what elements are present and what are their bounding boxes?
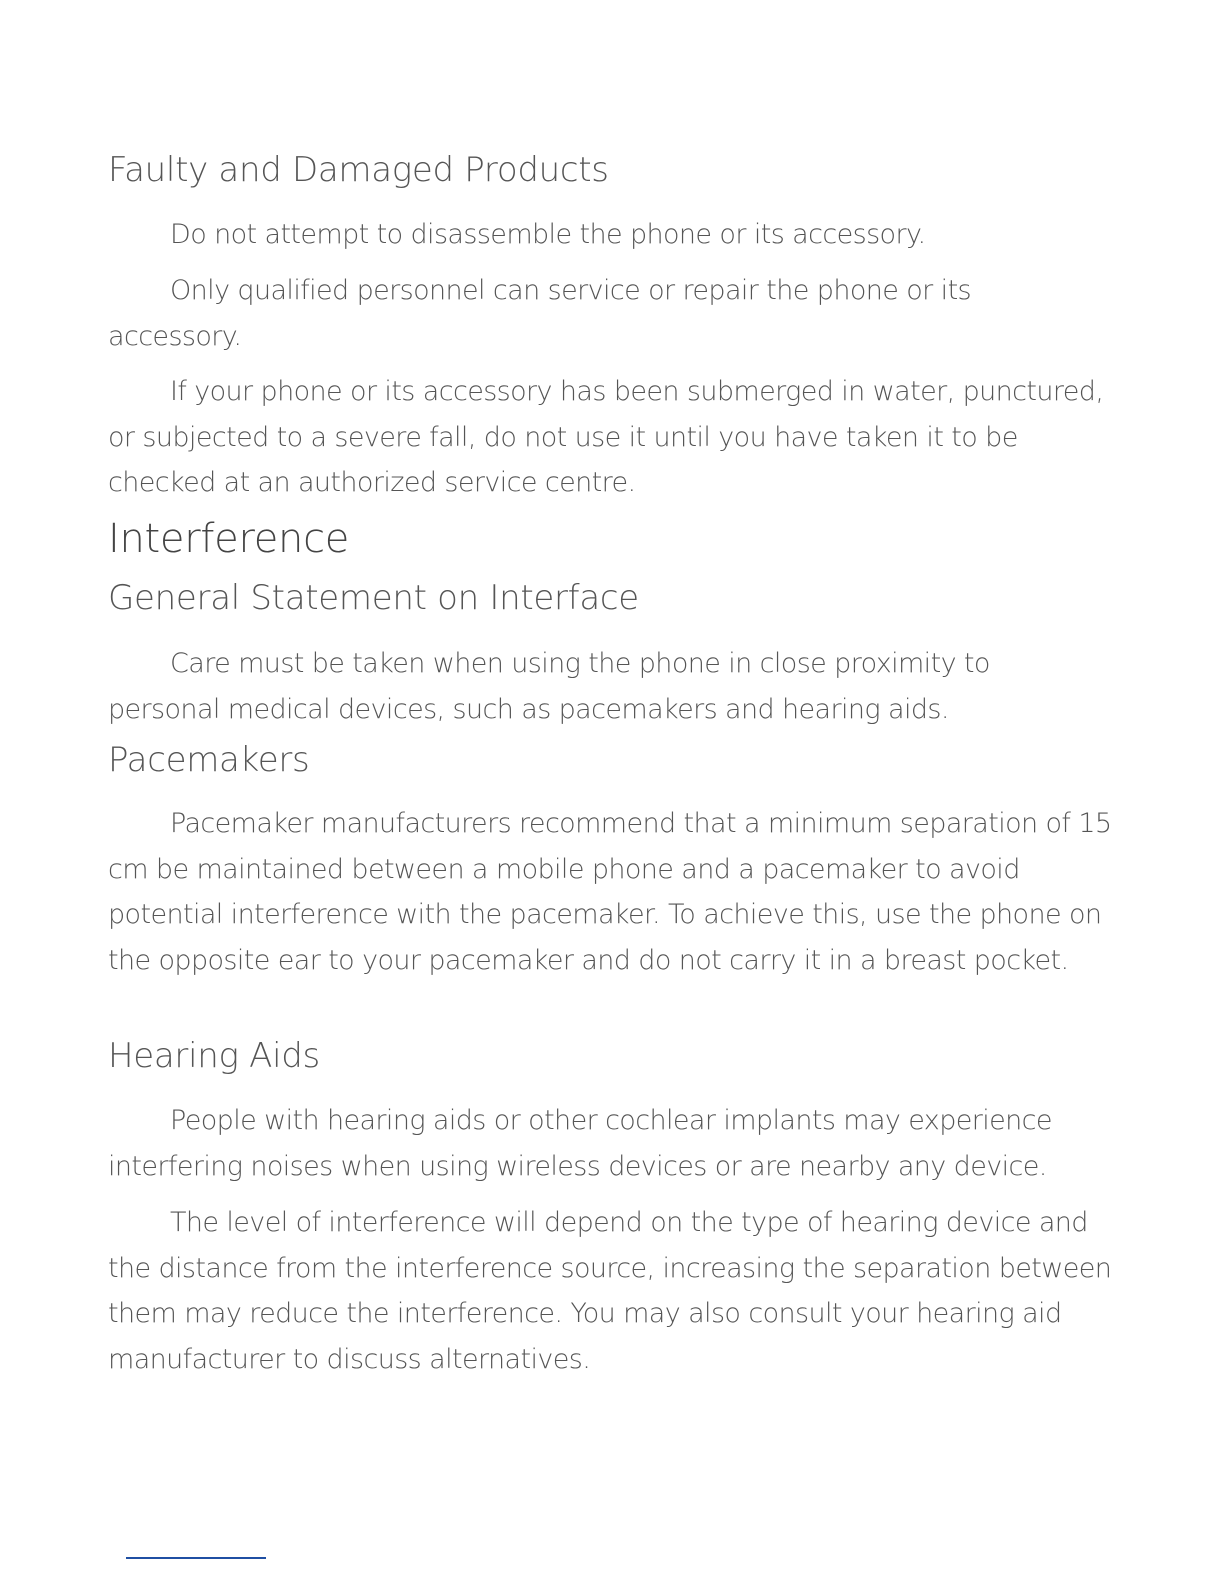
paragraph-submerged: If your phone or its accessory has been submerged in water, punctured, or subjected to a severe fall, do not use it until you have taken it to be checked at an authorized service centre. (108, 376, 1104, 498)
subsection-title-pacemakers: Pacemakers (108, 740, 310, 780)
paragraph-general-statement: Care must be taken when using the phone in close proximity to personal medical devices, such as pacemakers and hearing aids. (108, 648, 990, 725)
paragraph-qualified-personnel: Only qualified personnel can service or repair the phone or its accessory. (108, 275, 972, 352)
subsection-title-hearing-aids: Hearing Aids (108, 1036, 320, 1076)
paragraph-pacemakers: Pacemaker manufacturers recommend that a minimum separation of 15 cm be maintained between a mobile phone and a pacemaker to avoid potential interference with the pacemaker. To achieve this, use the phone on the opposite ear to your pacemaker and do not carry it in a breast pocket. (108, 808, 1112, 976)
paragraph-disassemble: Do not attempt to disassemble the phone or its accessory. (170, 219, 926, 250)
paragraph-hearing-aids-distance: The level of interference will depend on the type of hearing device and the distance from the interference source, increasing the separation between them may reduce the interference. You may also consult your hearing aid manufacturer to discuss alternatives. (108, 1207, 1112, 1375)
subsection-title-general-statement: General Statement on Interface (108, 578, 639, 618)
paragraph-hearing-aids-noise: People with hearing aids or other cochlear implants may experience interfering noises when using wireless devices or are nearby any device. (108, 1105, 1052, 1182)
footer-divider (126, 1557, 266, 1559)
section-title-faulty-products: Faulty and Damaged Products (108, 150, 609, 190)
section-title-interference: Interference (108, 516, 350, 562)
